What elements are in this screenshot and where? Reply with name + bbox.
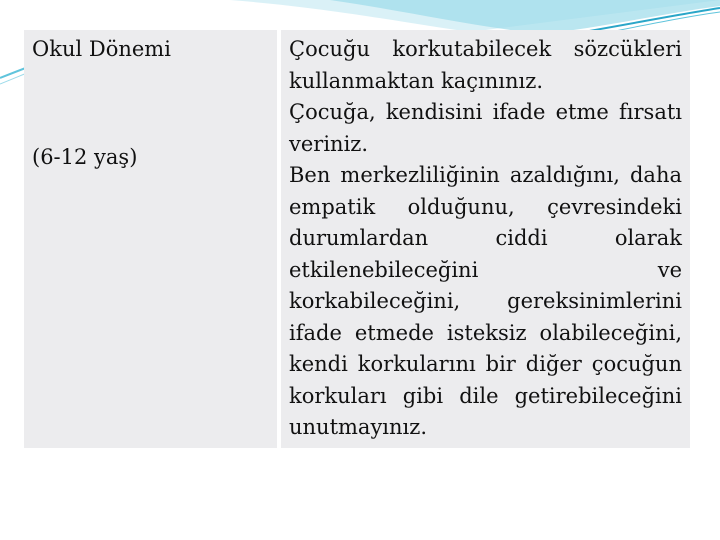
right-cell [281,30,690,448]
advice-paragraph-2: Çocuğa, kendisini ifade etme fırsatı veriniz. [289,100,682,156]
advice-paragraph-1: Çocuğu korkutabilecek sözcükleri kullanmaktan kaçınınız. [289,37,682,93]
age-range: (6-12 yaş) [32,145,138,169]
advice-paragraph-3: Ben merkezliliğinin azaldığını, daha empatik olduğunu, çevresindeki durumlardan ciddi olarak etkilenebileceğini ve korkabileceğini, gereksinimlerini ifade etmede isteksiz olabileceğini, kendi korkularını bir diğer çocuğun korkuları gibi dile getirebileceğini unutmayınız. [289,163,682,439]
period-title: Okul Dönemi [32,37,171,61]
content-table [24,30,690,448]
left-cell [24,30,277,448]
